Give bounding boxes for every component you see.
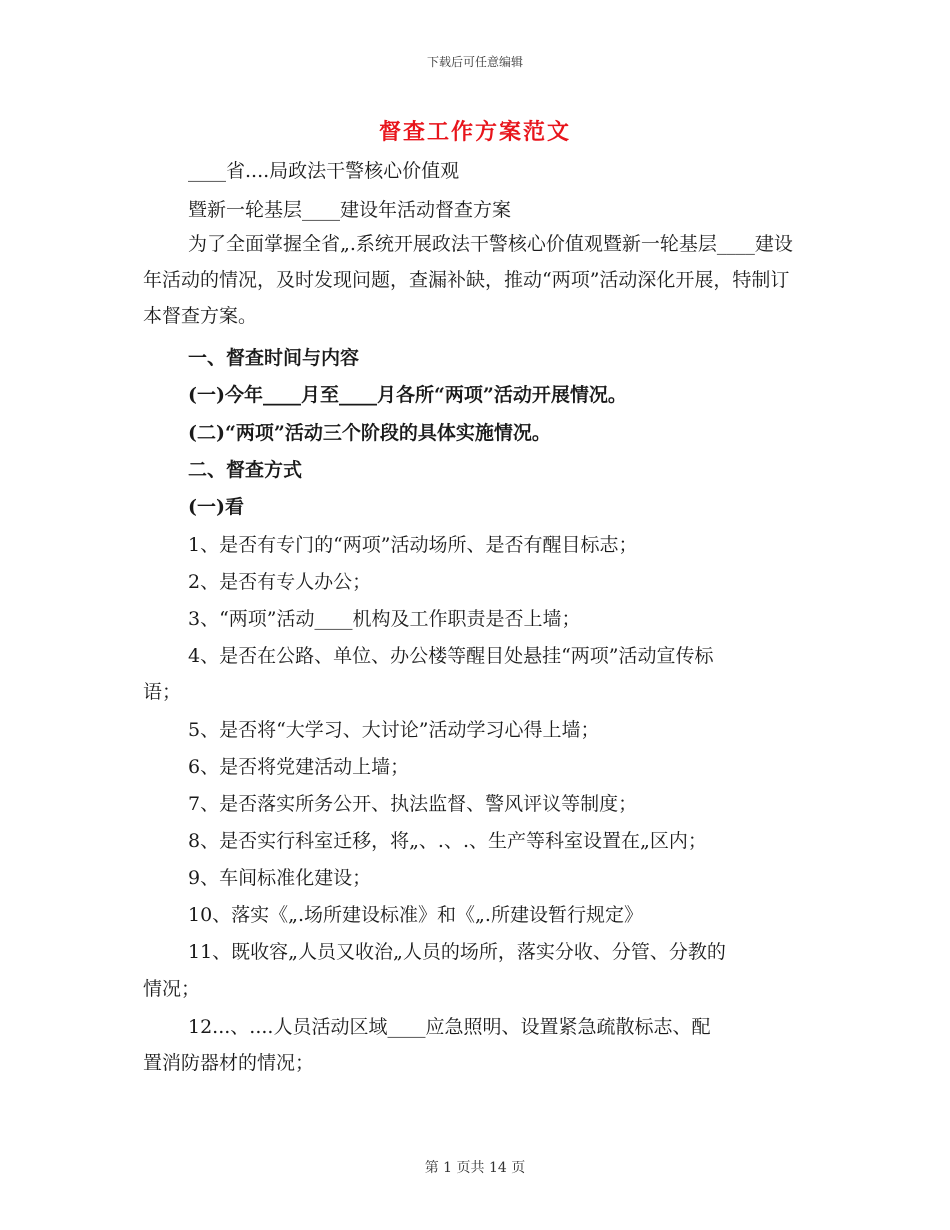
subtitle-line-1: ____省....局政法干警核心价值观 <box>188 160 460 182</box>
section1-item-2: (二)“两项”活动三个阶段的具体实施情况。 <box>188 422 551 444</box>
list-item: 5、是否将“大学习、大讨论”活动学习心得上墙； <box>188 719 600 741</box>
list-item: 3、“两项”活动____机构及工作职责是否上墙； <box>188 608 581 630</box>
list-item: 7、是否落实所务公开、执法监督、警风评议等制度； <box>188 793 638 815</box>
document-title: 督查工作方案范文 <box>378 119 571 145</box>
list-item: 2、是否有专人办公； <box>188 571 372 593</box>
section2-heading: 二、督查方式 <box>188 459 303 481</box>
list-item: 1、是否有专门的“两项”活动场所、是否有醒目标志； <box>188 534 638 556</box>
page-header: 下载后可任意编辑 <box>426 55 523 69</box>
list-item-continuation: 情况； <box>143 978 201 1000</box>
list-item: 10、落实《„.场所建设标准》和《„.所建设暂行规定》 <box>188 904 643 926</box>
page-footer: 第 1 页共 14 页 <box>424 1160 526 1176</box>
section1-heading: 一、督查时间与内容 <box>188 347 360 369</box>
list-item-continuation: 语； <box>143 681 182 703</box>
list-item: 12...、....人员活动区域____应急照明、设置紧急疏散标志、配 <box>188 1016 711 1038</box>
intro-paragraph: 为了全面掌握全省„.系统开展政法干警核心价值观暨新一轮基层____建设年活动的情况，及时发现问题，查漏补缺，推动“两项”活动深化开展，特制订本督查方案。 <box>143 233 793 327</box>
list-item: 11、既收容„人员又收治„人员的场所，落实分收、分管、分教的 <box>188 941 726 963</box>
subtitle-line-2: 暨新一轮基层____建设年活动督查方案 <box>188 199 512 221</box>
list-item: 8、是否实行科室迁移，将„、.、.、生产等科室设置在„区内； <box>188 830 707 852</box>
section1-item-1: (一)今年____月至____月各所“两项”活动开展情况。 <box>188 384 627 406</box>
list-item: 4、是否在公路、单位、办公楼等醒目处悬挂“两项”活动宣传标 <box>188 645 714 667</box>
list-item: 6、是否将党建活动上墙； <box>188 756 410 778</box>
section2-sub-1: (一)看 <box>188 496 244 518</box>
list-item: 9、车间标准化建设； <box>188 867 372 889</box>
list-item-continuation: 置消防器材的情况； <box>143 1052 315 1074</box>
